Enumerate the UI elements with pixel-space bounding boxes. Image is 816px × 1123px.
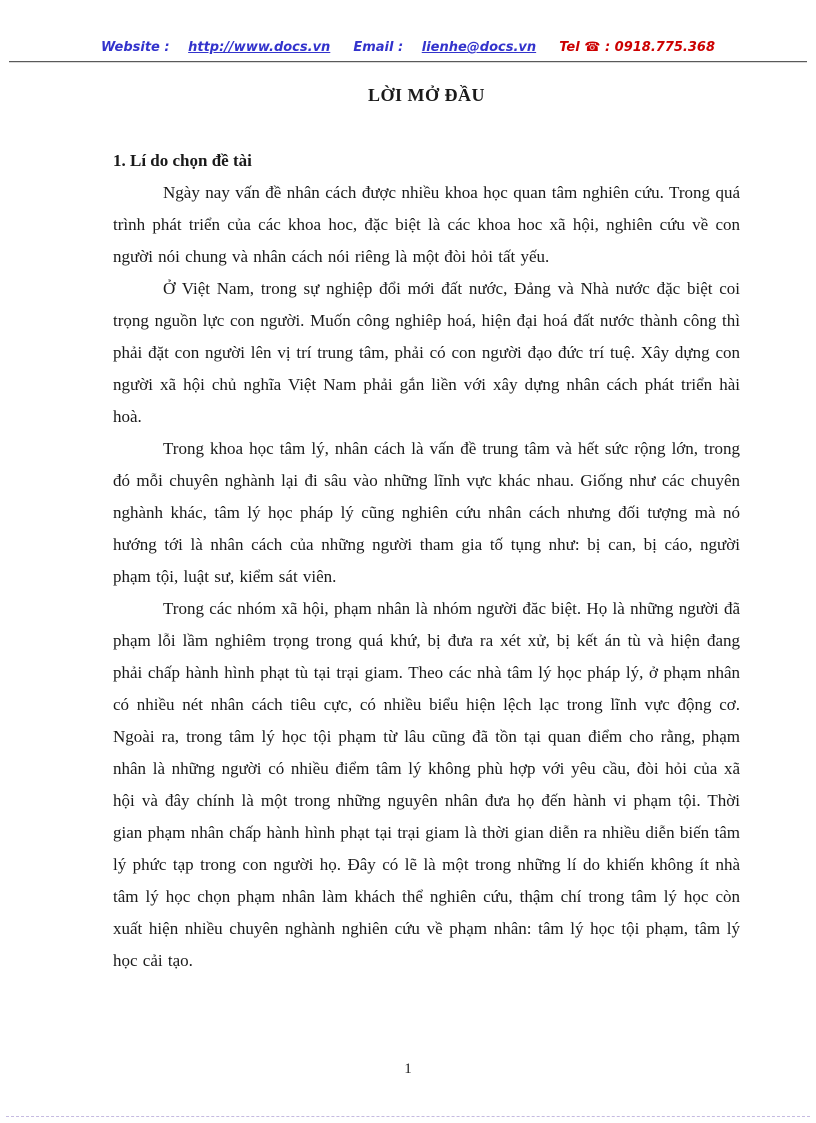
page-title: LỜI MỞ ĐẦU [368, 85, 485, 105]
paragraph: Trong các nhóm xã hội, phạm nhân là nhóm người đăc biệt. Họ là những người đã phạm lỗi lầm nghiêm trọng trong quá khứ, bị đưa ra xét xử, bị kết án tù và hiện đang phải chấp hành hình phạt tù tại trại giam. Theo các nhà tâm lý học pháp lý, ở phạm nhân có nhiều nét nhân cách tiêu cực, có nhiều biểu hiện lệch lạc trong lĩnh vực động cơ. Ngoài ra, trong tâm lý học tội phạm từ lâu cũng đã tồn tại quan điểm cho rằng, phạm nhân là những người có nhiều điểm tâm lý không phù hợp với yêu cầu, đòi hỏi của xã hội và đây chính là một trong những nguyên nhân đưa họ đến hành vi phạm tội. Thời gian phạm nhân chấp hành hình phạt tại trại giam là thời gian diễn ra nhiều diễn biến tâm lý phức tạp trong con người họ. Đây có lẽ là một trong những lí do khiến không ít nhà tâm lý học chọn phạm nhân làm khách thể nghiên cứu, thậm chí trong tâm lý học còn xuất hiện nhiều chuyên nghành nghiên cứu về phạm nhân: tâm lý học tội phạm, tâm lý học cải tạo. [113, 599, 740, 970]
header-divider [9, 61, 807, 62]
page-header [0, 0, 816, 55]
paragraph: Ở Việt Nam, trong sự nghiệp đổi mới đất nước, Đảng và Nhà nước đặc biệt coi trọng nguồn lực con người. Muốn công nghiêp hoá, hiện đại hoá đất nước thành công thì phải đặt con người lên vị trí trung tâm, phải có con người đạo đức trí tuệ. Xây dựng con người xã hội chủ nghĩa Việt Nam phải gắn liền với xây dựng nhân cách phát triển hài hoà. [113, 279, 740, 426]
phone-icon: ☎ [584, 40, 601, 55]
website-label: Website : [101, 40, 170, 55]
page-number: 1 [404, 1061, 412, 1077]
paragraph: Trong khoa học tâm lý, nhân cách là vấn đề trung tâm và hết sức rộng lớn, trong đó mỗi chuyên nghành lại đi sâu vào những lĩnh vực khác nhau. Giống như các chuyên nghành khác, tâm lý học pháp lý cũng nghiên cứu nhân cách nhưng đối tượng mà nó hướng tới là nhân cách của những người tham gia tố tụng như: bị can, bị cáo, người phạm tội, luật sư, kiểm sát viên. [113, 439, 740, 586]
tel-number: : 0918.775.368 [604, 40, 715, 55]
section-heading: 1. Lí do chọn đề tài [113, 151, 252, 170]
footer-divider [6, 1116, 810, 1117]
tel-label: Tel [559, 40, 580, 55]
website-link[interactable]: http://www.docs.vn [188, 40, 331, 55]
document-body [113, 79, 740, 977]
email-label: Email : [353, 40, 404, 55]
paragraph: Ngày nay vấn đề nhân cách được nhiều khoa học quan tâm nghiên cứu. Trong quá trình phát triển của các khoa hoc, đặc biệt là các khoa hoc xã hội, nghiên cứu về con người nói chung và nhân cách nói riêng là một đòi hỏi tất yếu. [113, 183, 740, 266]
email-link[interactable]: lienhe@docs.vn [421, 40, 537, 55]
